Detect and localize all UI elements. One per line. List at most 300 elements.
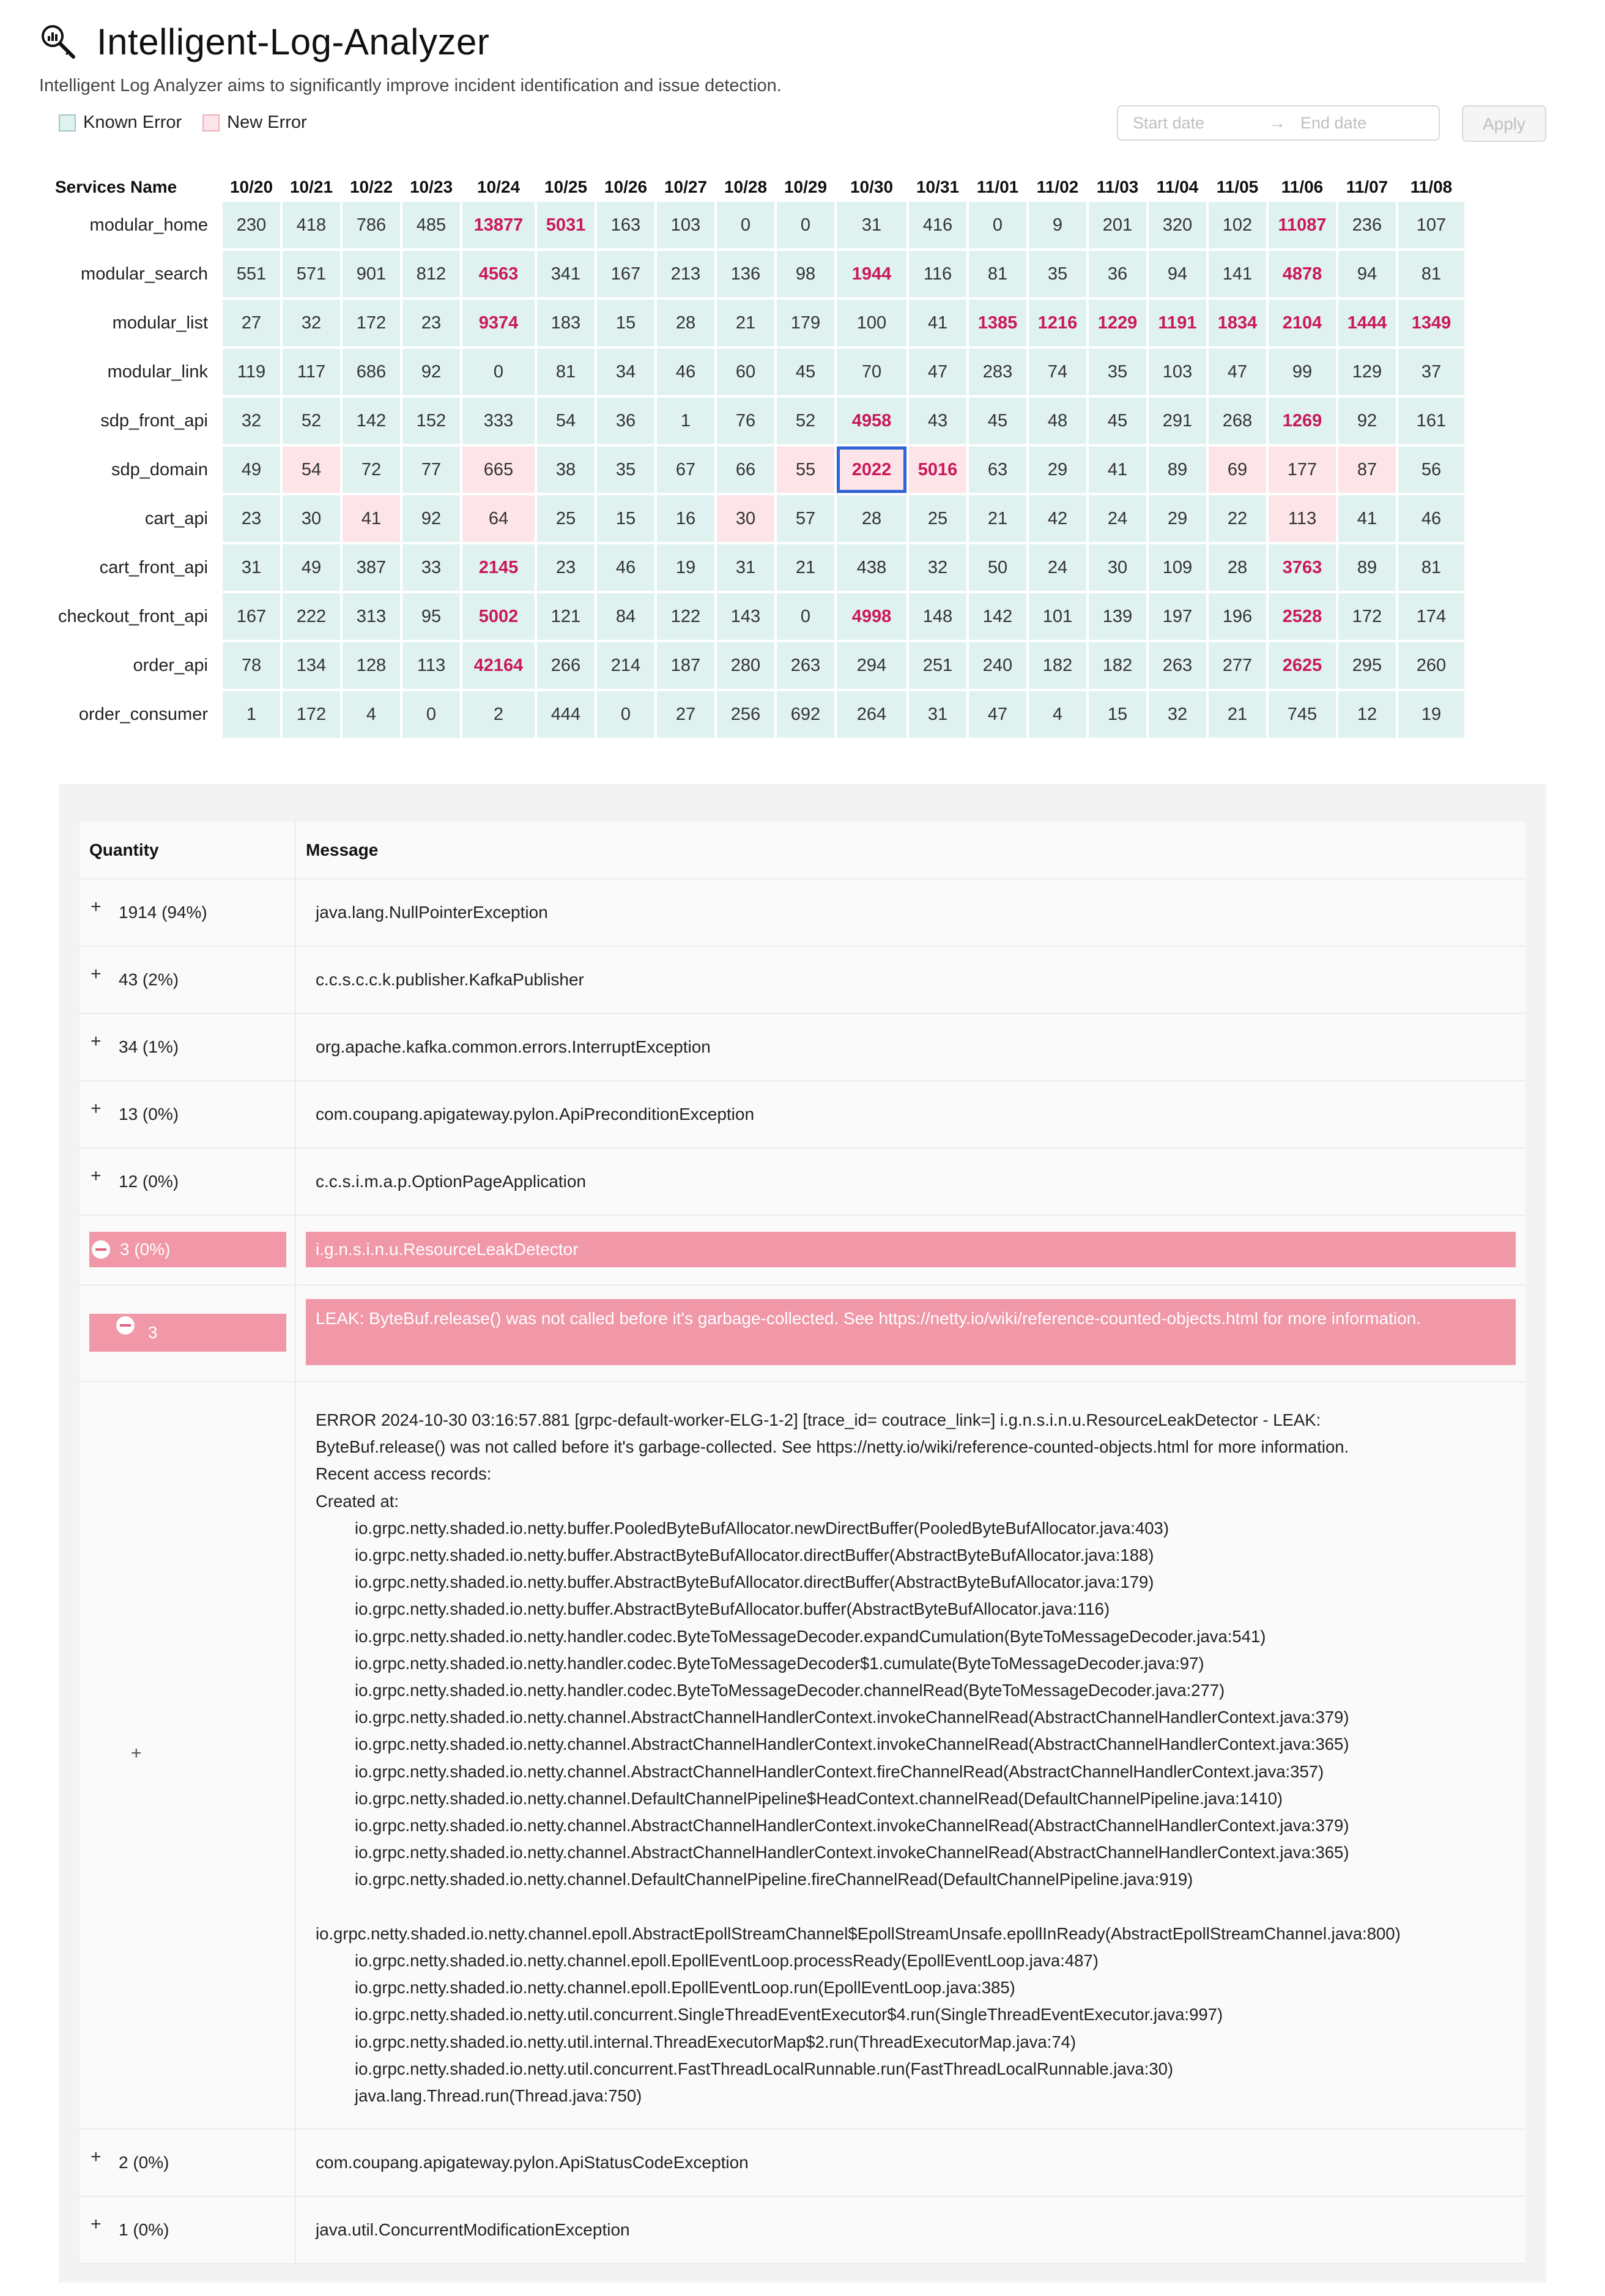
error-row[interactable] bbox=[80, 880, 1525, 947]
heatmap-cell[interactable]: 5016 bbox=[909, 446, 966, 493]
heatmap-cell[interactable]: 5002 bbox=[462, 593, 535, 640]
heatmap-cell[interactable]: 2145 bbox=[462, 544, 535, 591]
error-message: java.util.ConcurrentModificationException bbox=[316, 2220, 630, 2239]
heatmap-cell[interactable]: 1 bbox=[657, 398, 714, 444]
heatmap-cell[interactable]: 92 bbox=[402, 349, 460, 395]
heatmap-cell[interactable]: 31 bbox=[837, 202, 906, 248]
new-error-swatch-icon bbox=[202, 114, 220, 131]
message-cell bbox=[296, 2130, 1525, 2196]
heatmap-cell[interactable]: 19 bbox=[657, 544, 714, 591]
heatmap-cell[interactable]: 692 bbox=[777, 691, 834, 738]
stack-trace-line: ByteBuf.release() was not called before it's garbage-collected. See https://netty.io/wiki/reference-counted-objects.html for more information. bbox=[316, 1437, 1349, 1457]
date-header-10-30: 10/30 bbox=[850, 177, 894, 196]
heatmap-cell[interactable]: 29 bbox=[1029, 446, 1086, 493]
heatmap-cell[interactable]: 1216 bbox=[1029, 300, 1086, 346]
expanded-error-row[interactable] bbox=[80, 1216, 1525, 1286]
heatmap-cell[interactable]: 46 bbox=[597, 544, 654, 591]
heatmap-cell[interactable]: 41 bbox=[909, 300, 966, 346]
stack-trace-line: io.grpc.netty.shaded.io.netty.channel.epoll.EpollEventLoop.run(EpollEventLoop.java:385) bbox=[355, 1978, 1015, 1998]
date-range-picker[interactable] bbox=[1117, 105, 1440, 141]
stack-trace-line: io.grpc.netty.shaded.io.netty.buffer.AbstractByteBufAllocator.directBuffer(AbstractByteBufAllocator.java:179) bbox=[355, 1572, 1154, 1592]
heatmap-cell[interactable]: 9 bbox=[1029, 202, 1086, 248]
heatmap-cell[interactable]: 30 bbox=[1089, 544, 1146, 591]
heatmap-cell[interactable]: 49 bbox=[283, 544, 340, 591]
heatmap-cell[interactable]: 15 bbox=[1089, 691, 1146, 738]
expanded-msg-cell bbox=[296, 1216, 1525, 1284]
heatmap-cell[interactable]: 45 bbox=[777, 349, 834, 395]
trace-qty-cell bbox=[80, 1382, 296, 2128]
heatmap-cell[interactable]: 74 bbox=[1029, 349, 1086, 395]
heatmap-cell[interactable]: 35 bbox=[1029, 251, 1086, 297]
stack-trace-line: io.grpc.netty.shaded.io.netty.channel.AbstractChannelHandlerContext.invokeChannelRead(AbstractChannelHandlerContext.java:379) bbox=[355, 1816, 1349, 1835]
heatmap-cell[interactable]: 812 bbox=[402, 251, 460, 297]
heatmap-cell[interactable]: 196 bbox=[1209, 593, 1266, 640]
heatmap-cell[interactable]: 313 bbox=[343, 593, 400, 640]
heatmap-cell[interactable]: 28 bbox=[657, 300, 714, 346]
heatmap-cell[interactable]: 1834 bbox=[1209, 300, 1266, 346]
heatmap-cell[interactable]: 28 bbox=[837, 495, 906, 542]
heatmap-cell[interactable]: 24 bbox=[1029, 544, 1086, 591]
heatmap-cell[interactable]: 129 bbox=[1338, 349, 1396, 395]
heatmap-cell[interactable]: 42164 bbox=[462, 642, 535, 689]
heatmap-cell[interactable]: 260 bbox=[1398, 642, 1464, 689]
heatmap-cell[interactable]: 46 bbox=[657, 349, 714, 395]
heatmap-cell[interactable]: 27 bbox=[223, 300, 280, 346]
heatmap-cell[interactable]: 117 bbox=[283, 349, 340, 395]
heatmap-cell[interactable]: 263 bbox=[1149, 642, 1206, 689]
collapse-minus-icon[interactable] bbox=[92, 1240, 110, 1259]
message-header: Message bbox=[306, 840, 379, 859]
error-row[interactable] bbox=[80, 1014, 1525, 1081]
heatmap-cell[interactable]: 142 bbox=[969, 593, 1026, 640]
heatmap-cell[interactable]: 177 bbox=[1269, 446, 1336, 493]
heatmap-cell[interactable]: 213 bbox=[657, 251, 714, 297]
heatmap-cell[interactable]: 333 bbox=[462, 398, 535, 444]
heatmap-cell[interactable]: 21 bbox=[969, 495, 1026, 542]
heatmap-cell[interactable]: 438 bbox=[837, 544, 906, 591]
heatmap-cell[interactable]: 33 bbox=[402, 544, 460, 591]
heatmap-cell[interactable]: 81 bbox=[969, 251, 1026, 297]
heatmap-cell[interactable]: 30 bbox=[283, 495, 340, 542]
heatmap-cell[interactable]: 0 bbox=[777, 202, 834, 248]
expand-plus-icon[interactable]: + bbox=[91, 2214, 102, 2234]
date-header-10-23: 10/23 bbox=[409, 177, 453, 196]
heatmap-cell[interactable]: 92 bbox=[402, 495, 460, 542]
heatmap-cell[interactable]: 25 bbox=[909, 495, 966, 542]
error-row[interactable] bbox=[80, 2197, 1525, 2264]
heatmap-cell[interactable]: 92 bbox=[1338, 398, 1396, 444]
error-message: java.lang.NullPointerException bbox=[316, 903, 548, 922]
heatmap-cell[interactable]: 77 bbox=[402, 446, 460, 493]
heatmap-cell[interactable]: 113 bbox=[402, 642, 460, 689]
heatmap-cell[interactable]: 37 bbox=[1398, 349, 1464, 395]
heatmap-cell[interactable]: 55 bbox=[777, 446, 834, 493]
heatmap-cell[interactable]: 72 bbox=[343, 446, 400, 493]
heatmap-cell[interactable]: 49 bbox=[223, 446, 280, 493]
heatmap-cell[interactable]: 136 bbox=[717, 251, 774, 297]
apply-button[interactable]: Apply bbox=[1462, 105, 1546, 142]
heatmap-cell[interactable]: 54 bbox=[283, 446, 340, 493]
heatmap-cell[interactable]: 9374 bbox=[462, 300, 535, 346]
heatmap-cell[interactable]: 35 bbox=[597, 446, 654, 493]
error-row[interactable] bbox=[80, 1081, 1525, 1149]
quantity-cell bbox=[80, 2197, 296, 2263]
heatmap-cell[interactable]: 341 bbox=[537, 251, 595, 297]
heatmap-cell[interactable]: 41 bbox=[1338, 495, 1396, 542]
heatmap-cell[interactable]: 13877 bbox=[462, 202, 535, 248]
heatmap-cell[interactable]: 143 bbox=[717, 593, 774, 640]
stack-trace-line: io.grpc.netty.shaded.io.netty.channel.AbstractChannelHandlerContext.fireChannelRead(AbstractChannelHandlerContext.java:357) bbox=[355, 1761, 1324, 1781]
heatmap-cell[interactable]: 31 bbox=[909, 691, 966, 738]
message-cell bbox=[296, 2197, 1525, 2263]
heatmap-cell[interactable]: 266 bbox=[537, 642, 595, 689]
heatmap-cell[interactable]: 183 bbox=[537, 300, 595, 346]
error-quantity: 12 (0%) bbox=[119, 1172, 179, 1191]
heatmap-cell[interactable]: 54 bbox=[537, 398, 595, 444]
legend-known bbox=[59, 113, 182, 133]
heatmap-cell[interactable]: 94 bbox=[1149, 251, 1206, 297]
heatmap-cell[interactable]: 686 bbox=[343, 349, 400, 395]
error-quantity: 34 (1%) bbox=[119, 1037, 179, 1056]
heatmap-cell[interactable]: 99 bbox=[1269, 349, 1336, 395]
services-name-header: Services Name bbox=[55, 177, 177, 196]
heatmap-cell[interactable]: 2 bbox=[462, 691, 535, 738]
heatmap-cell[interactable]: 4878 bbox=[1269, 251, 1336, 297]
heatmap-cell[interactable]: 222 bbox=[283, 593, 340, 640]
heatmap-cell[interactable]: 95 bbox=[402, 593, 460, 640]
heatmap-cell[interactable]: 263 bbox=[777, 642, 834, 689]
heatmap-cell[interactable]: 32 bbox=[1149, 691, 1206, 738]
heatmap-cell[interactable]: 152 bbox=[402, 398, 460, 444]
sub-msg: LEAK: ByteBuf.release() was not called before it's garbage-collected. See https://netty.io/wiki/reference-counted-objects.html for more information. bbox=[306, 1299, 1516, 1365]
heatmap-cell[interactable]: 0 bbox=[462, 349, 535, 395]
heatmap-cell[interactable]: 786 bbox=[343, 202, 400, 248]
heatmap-cell[interactable]: 121 bbox=[537, 593, 595, 640]
heatmap-cell[interactable]: 665 bbox=[462, 446, 535, 493]
heatmap-cell[interactable]: 78 bbox=[223, 642, 280, 689]
heatmap-cell[interactable]: 19 bbox=[1398, 691, 1464, 738]
heatmap-cell[interactable]: 21 bbox=[777, 544, 834, 591]
heatmap-cell[interactable]: 0 bbox=[597, 691, 654, 738]
end-date-input[interactable] bbox=[1299, 113, 1424, 133]
date-header-10-26: 10/26 bbox=[604, 177, 648, 196]
heatmap-cell[interactable]: 172 bbox=[283, 691, 340, 738]
heatmap-cell[interactable]: 268 bbox=[1209, 398, 1266, 444]
heatmap-cell[interactable]: 1 bbox=[223, 691, 280, 738]
heatmap-cell[interactable]: 81 bbox=[537, 349, 595, 395]
date-header-10-22: 10/22 bbox=[349, 177, 393, 196]
heatmap-cell[interactable]: 901 bbox=[343, 251, 400, 297]
heatmap-cell[interactable]: 444 bbox=[537, 691, 595, 738]
heatmap-cell[interactable]: 36 bbox=[1089, 251, 1146, 297]
error-detail-table bbox=[80, 822, 1525, 2264]
heatmap-cell[interactable]: 34 bbox=[597, 349, 654, 395]
heatmap-cell[interactable]: 52 bbox=[777, 398, 834, 444]
heatmap-cell[interactable]: 1269 bbox=[1269, 398, 1336, 444]
heatmap-cell[interactable]: 139 bbox=[1089, 593, 1146, 640]
heatmap-cell[interactable]: 4563 bbox=[462, 251, 535, 297]
heatmap-cell[interactable]: 187 bbox=[657, 642, 714, 689]
heatmap-cell[interactable]: 320 bbox=[1149, 202, 1206, 248]
heatmap-cell[interactable]: 52 bbox=[283, 398, 340, 444]
heatmap-cell[interactable]: 4998 bbox=[837, 593, 906, 640]
heatmap-cell[interactable]: 128 bbox=[343, 642, 400, 689]
quantity-cell bbox=[80, 1149, 296, 1215]
heatmap-cell[interactable]: 551 bbox=[223, 251, 280, 297]
heatmap-cell[interactable]: 60 bbox=[717, 349, 774, 395]
heatmap-row-checkout_front_api bbox=[55, 593, 1464, 640]
stack-trace-line: io.grpc.netty.shaded.io.netty.buffer.PooledByteBufAllocator.newDirectBuffer(PooledByteBufAllocator.java:403) bbox=[355, 1518, 1169, 1538]
date-header-10-29: 10/29 bbox=[784, 177, 828, 196]
service-name: modular_link bbox=[107, 361, 208, 382]
log-analyzer-logo-icon bbox=[39, 23, 78, 62]
heatmap-cell[interactable]: 16 bbox=[657, 495, 714, 542]
heatmap-cell[interactable]: 167 bbox=[597, 251, 654, 297]
heatmap-cell[interactable]: 15 bbox=[597, 495, 654, 542]
heatmap-cell[interactable]: 277 bbox=[1209, 642, 1266, 689]
expand-plus-icon[interactable]: + bbox=[91, 1098, 102, 1119]
heatmap-cell[interactable]: 29 bbox=[1149, 495, 1206, 542]
heatmap-cell[interactable]: 1944 bbox=[837, 251, 906, 297]
heatmap-cell[interactable]: 81 bbox=[1398, 544, 1464, 591]
heatmap-cell[interactable]: 182 bbox=[1029, 642, 1086, 689]
heatmap-cell[interactable]: 4 bbox=[1029, 691, 1086, 738]
heatmap-cell[interactable]: 103 bbox=[657, 202, 714, 248]
heatmap-cell[interactable]: 141 bbox=[1209, 251, 1266, 297]
heatmap-cell[interactable]: 32 bbox=[223, 398, 280, 444]
date-header-11-04: 11/04 bbox=[1156, 177, 1199, 196]
heatmap-cell[interactable]: 109 bbox=[1149, 544, 1206, 591]
heatmap-cell[interactable]: 264 bbox=[837, 691, 906, 738]
stack-trace-line: io.grpc.netty.shaded.io.netty.buffer.AbstractByteBufAllocator.buffer(AbstractByteBufAllocator.java:116) bbox=[355, 1599, 1110, 1619]
heatmap-cell[interactable]: 142 bbox=[343, 398, 400, 444]
collapse-sub-minus-icon[interactable] bbox=[116, 1316, 135, 1335]
heatmap-cell[interactable]: 295 bbox=[1338, 642, 1396, 689]
heatmap-cell[interactable]: 23 bbox=[402, 300, 460, 346]
heatmap-cell[interactable]: 15 bbox=[597, 300, 654, 346]
stack-trace-line: io.grpc.netty.shaded.io.netty.buffer.AbstractByteBufAllocator.directBuffer(AbstractByteBufAllocator.java:188) bbox=[355, 1546, 1154, 1565]
expand-plus-icon[interactable]: + bbox=[91, 1031, 102, 1051]
heatmap-cell[interactable]: 172 bbox=[1338, 593, 1396, 640]
message-cell bbox=[296, 1014, 1525, 1080]
heatmap-cell[interactable]: 2528 bbox=[1269, 593, 1336, 640]
error-legend bbox=[59, 113, 328, 133]
heatmap-cell[interactable]: 57 bbox=[777, 495, 834, 542]
heatmap-cell[interactable]: 64 bbox=[462, 495, 535, 542]
heatmap-cell[interactable]: 25 bbox=[537, 495, 595, 542]
heatmap-cell[interactable]: 69 bbox=[1209, 446, 1266, 493]
heatmap-cell[interactable]: 214 bbox=[597, 642, 654, 689]
error-row[interactable] bbox=[80, 2130, 1525, 2197]
heatmap-cell[interactable]: 3763 bbox=[1269, 544, 1336, 591]
heatmap-cell[interactable]: 2104 bbox=[1269, 300, 1336, 346]
heatmap-cell[interactable]: 32 bbox=[909, 544, 966, 591]
heatmap-cell[interactable]: 56 bbox=[1398, 446, 1464, 493]
sub-error-row[interactable] bbox=[80, 1286, 1525, 1382]
heatmap-cell[interactable]: 24 bbox=[1089, 495, 1146, 542]
heatmap-cell[interactable]: 116 bbox=[909, 251, 966, 297]
heatmap-table bbox=[53, 175, 1467, 740]
expand-plus-icon[interactable]: + bbox=[91, 1166, 102, 1186]
heatmap-cell[interactable]: 0 bbox=[969, 202, 1026, 248]
heatmap-cell[interactable]: 41 bbox=[343, 495, 400, 542]
heatmap-cell[interactable]: 42 bbox=[1029, 495, 1086, 542]
start-date-input[interactable] bbox=[1132, 113, 1256, 133]
heatmap-cell[interactable]: 38 bbox=[537, 446, 595, 493]
heatmap-cell[interactable]: 0 bbox=[402, 691, 460, 738]
heatmap-cell[interactable]: 70 bbox=[837, 349, 906, 395]
heatmap-cell[interactable]: 98 bbox=[777, 251, 834, 297]
heatmap-cell[interactable]: 32 bbox=[283, 300, 340, 346]
heatmap-row-sdp_front_api bbox=[55, 398, 1464, 444]
heatmap-cell[interactable]: 81 bbox=[1398, 251, 1464, 297]
date-header-10-25: 10/25 bbox=[544, 177, 588, 196]
heatmap-cell[interactable]: 163 bbox=[597, 202, 654, 248]
heatmap-cell[interactable]: 134 bbox=[283, 642, 340, 689]
heatmap-cell[interactable]: 485 bbox=[402, 202, 460, 248]
stack-trace-line: io.grpc.netty.shaded.io.netty.handler.codec.ByteToMessageDecoder$1.cumulate(ByteToMessageDecoder.java:97) bbox=[355, 1653, 1204, 1673]
heatmap-cell[interactable]: 35 bbox=[1089, 349, 1146, 395]
heatmap-cell[interactable]: 5031 bbox=[537, 202, 595, 248]
heatmap-cell[interactable]: 174 bbox=[1398, 593, 1464, 640]
date-header-11-06: 11/06 bbox=[1281, 177, 1324, 196]
error-quantity: 1 (0%) bbox=[119, 2220, 169, 2239]
legend-new bbox=[202, 113, 307, 133]
heatmap-cell[interactable]: 240 bbox=[969, 642, 1026, 689]
heatmap-cell[interactable]: 416 bbox=[909, 202, 966, 248]
heatmap-cell[interactable]: 21 bbox=[1209, 691, 1266, 738]
service-name: cart_front_api bbox=[99, 557, 208, 577]
heatmap-cell[interactable]: 30 bbox=[717, 495, 774, 542]
heatmap-cell[interactable]: 84 bbox=[597, 593, 654, 640]
heatmap-cell[interactable]: 102 bbox=[1209, 202, 1266, 248]
date-header-11-07: 11/07 bbox=[1346, 177, 1388, 196]
heatmap-cell[interactable]: 28 bbox=[1209, 544, 1266, 591]
heatmap-cell[interactable]: 107 bbox=[1398, 202, 1464, 248]
error-row[interactable] bbox=[80, 947, 1525, 1014]
legend-known-label: Known Error bbox=[83, 113, 182, 132]
heatmap-cell[interactable]: 1229 bbox=[1089, 300, 1146, 346]
heatmap-cell[interactable]: 291 bbox=[1149, 398, 1206, 444]
heatmap-cell[interactable]: 251 bbox=[909, 642, 966, 689]
heatmap-cell[interactable]: 179 bbox=[777, 300, 834, 346]
heatmap-cell[interactable]: 63 bbox=[969, 446, 1026, 493]
heatmap-cell[interactable]: 22 bbox=[1209, 495, 1266, 542]
heatmap-cell[interactable]: 0 bbox=[777, 593, 834, 640]
heatmap-cell[interactable]: 47 bbox=[969, 691, 1026, 738]
heatmap-cell[interactable]: 1444 bbox=[1338, 300, 1396, 346]
heatmap-cell[interactable]: 87 bbox=[1338, 446, 1396, 493]
expand-trace-plus-icon[interactable]: + bbox=[131, 1743, 142, 1763]
heatmap-cell[interactable]: 0 bbox=[717, 202, 774, 248]
heatmap-cell[interactable]: 89 bbox=[1149, 446, 1206, 493]
expand-plus-icon[interactable]: + bbox=[91, 964, 102, 984]
heatmap-cell[interactable]: 256 bbox=[717, 691, 774, 738]
heatmap-cell[interactable]: 47 bbox=[909, 349, 966, 395]
heatmap-cell[interactable]: 4 bbox=[343, 691, 400, 738]
heatmap-cell[interactable]: 418 bbox=[283, 202, 340, 248]
heatmap-cell[interactable]: 201 bbox=[1089, 202, 1146, 248]
heatmap-cell[interactable]: 45 bbox=[969, 398, 1026, 444]
heatmap-cell[interactable]: 11087 bbox=[1269, 202, 1336, 248]
heatmap-cell[interactable]: 94 bbox=[1338, 251, 1396, 297]
date-header-10-21: 10/21 bbox=[289, 177, 333, 196]
stack-trace-line: io.grpc.netty.shaded.io.netty.channel.DefaultChannelPipeline$HeadContext.channelRead(DefaultChannelPipeline.java:1410) bbox=[355, 1788, 1283, 1808]
heatmap-cell[interactable]: 745 bbox=[1269, 691, 1336, 738]
heatmap-row-sdp_domain bbox=[55, 446, 1464, 493]
heatmap-cell[interactable]: 4958 bbox=[837, 398, 906, 444]
heatmap-cell[interactable]: 119 bbox=[223, 349, 280, 395]
heatmap-cell[interactable]: 76 bbox=[717, 398, 774, 444]
stack-trace-line bbox=[316, 1894, 1511, 1920]
heatmap-cell[interactable]: 167 bbox=[223, 593, 280, 640]
heatmap-cell-selected[interactable]: 2022 bbox=[837, 446, 906, 493]
app-header bbox=[39, 21, 489, 63]
heatmap-cell[interactable]: 47 bbox=[1209, 349, 1266, 395]
heatmap-cell[interactable]: 236 bbox=[1338, 202, 1396, 248]
expanded-msg: i.g.n.s.i.n.u.ResourceLeakDetector bbox=[306, 1232, 1516, 1267]
heatmap-cell[interactable]: 12 bbox=[1338, 691, 1396, 738]
heatmap-cell[interactable]: 1385 bbox=[969, 300, 1026, 346]
heatmap-cell[interactable]: 48 bbox=[1029, 398, 1086, 444]
heatmap-cell[interactable]: 113 bbox=[1269, 495, 1336, 542]
service-error-heatmap bbox=[53, 175, 1467, 740]
heatmap-cell[interactable]: 230 bbox=[223, 202, 280, 248]
stack-trace-line: Created at: bbox=[316, 1491, 399, 1511]
heatmap-cell[interactable]: 387 bbox=[343, 544, 400, 591]
heatmap-cell[interactable]: 197 bbox=[1149, 593, 1206, 640]
heatmap-cell[interactable]: 101 bbox=[1029, 593, 1086, 640]
heatmap-cell[interactable]: 182 bbox=[1089, 642, 1146, 689]
heatmap-cell[interactable]: 2625 bbox=[1269, 642, 1336, 689]
heatmap-cell[interactable]: 148 bbox=[909, 593, 966, 640]
heatmap-cell[interactable]: 89 bbox=[1338, 544, 1396, 591]
heatmap-cell[interactable]: 23 bbox=[223, 495, 280, 542]
heatmap-cell[interactable]: 172 bbox=[343, 300, 400, 346]
heatmap-cell[interactable]: 103 bbox=[1149, 349, 1206, 395]
heatmap-cell[interactable]: 100 bbox=[837, 300, 906, 346]
heatmap-cell[interactable]: 41 bbox=[1089, 446, 1146, 493]
heatmap-cell[interactable]: 161 bbox=[1398, 398, 1464, 444]
heatmap-cell[interactable]: 280 bbox=[717, 642, 774, 689]
heatmap-cell[interactable]: 31 bbox=[717, 544, 774, 591]
trace-cell bbox=[296, 1382, 1525, 2128]
error-row[interactable] bbox=[80, 1149, 1525, 1216]
calendar-icon[interactable] bbox=[1424, 114, 1425, 131]
heatmap-cell[interactable]: 122 bbox=[657, 593, 714, 640]
heatmap-cell[interactable]: 43 bbox=[909, 398, 966, 444]
heatmap-cell[interactable]: 67 bbox=[657, 446, 714, 493]
heatmap-cell[interactable]: 21 bbox=[717, 300, 774, 346]
heatmap-cell[interactable]: 46 bbox=[1398, 495, 1464, 542]
heatmap-cell[interactable]: 294 bbox=[837, 642, 906, 689]
heatmap-cell[interactable]: 45 bbox=[1089, 398, 1146, 444]
expand-plus-icon[interactable]: + bbox=[91, 2147, 102, 2167]
heatmap-cell[interactable]: 283 bbox=[969, 349, 1026, 395]
expand-plus-icon[interactable]: + bbox=[91, 897, 102, 917]
heatmap-cell[interactable]: 571 bbox=[283, 251, 340, 297]
heatmap-cell[interactable]: 31 bbox=[223, 544, 280, 591]
heatmap-cell[interactable]: 27 bbox=[657, 691, 714, 738]
heatmap-cell[interactable]: 66 bbox=[717, 446, 774, 493]
heatmap-cell[interactable]: 23 bbox=[537, 544, 595, 591]
heatmap-cell[interactable]: 36 bbox=[597, 398, 654, 444]
known-error-swatch-icon bbox=[59, 114, 76, 131]
stack-trace-line: io.grpc.netty.shaded.io.netty.channel.DefaultChannelPipeline.fireChannelRead(DefaultChannelPipeline.java:919) bbox=[355, 1870, 1193, 1889]
heatmap-cell[interactable]: 50 bbox=[969, 544, 1026, 591]
heatmap-cell[interactable]: 1191 bbox=[1149, 300, 1206, 346]
heatmap-cell[interactable]: 1349 bbox=[1398, 300, 1464, 346]
